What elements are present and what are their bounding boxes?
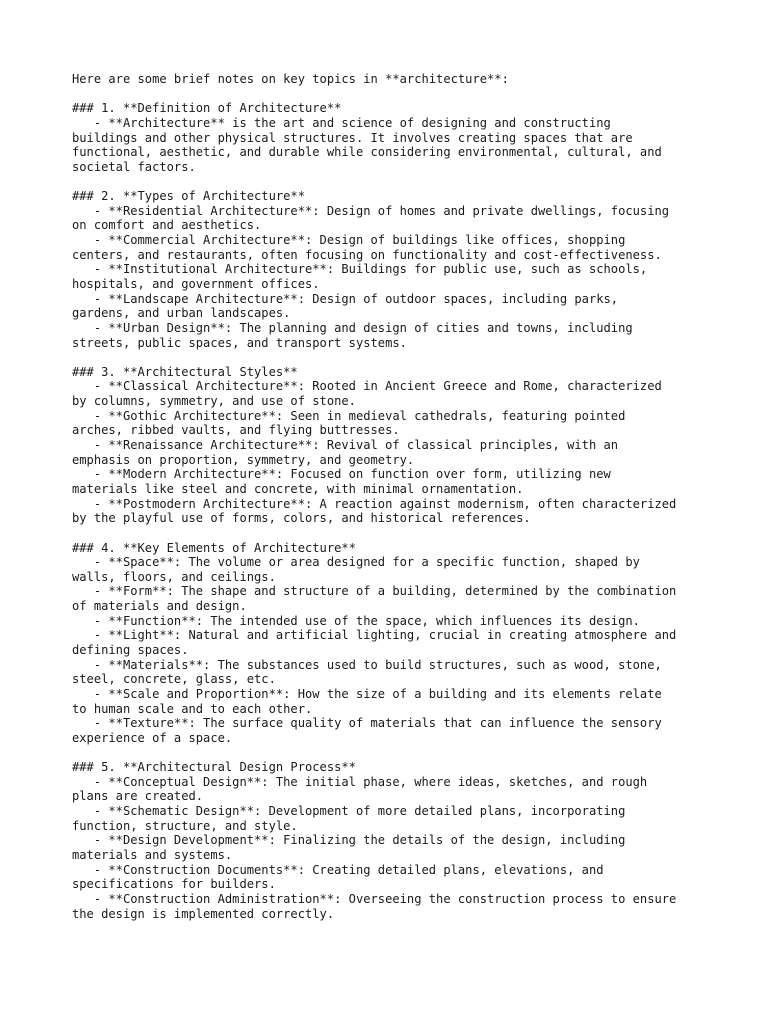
bullet-line: - **Design Development**: Finalizing the details of the design, including <box>72 833 626 848</box>
bullet-line: - **Construction Administration**: Overseeing the construction process to ensure <box>72 891 677 906</box>
text-line: defining spaces. <box>72 642 189 657</box>
bullet-line: - **Commercial Architecture**: Design of buildings like offices, shopping <box>72 233 626 248</box>
text-line: arches, ribbed vaults, and flying buttresses. <box>72 423 400 438</box>
bullet-line: - **Classical Architecture**: Rooted in Ancient Greece and Rome, characterized <box>72 379 662 394</box>
text-line: hospitals, and government offices. <box>72 276 320 291</box>
bullet-line: - **Texture**: The surface quality of materials that can influence the sensory <box>72 716 662 731</box>
bullet-line: - **Renaissance Architecture**: Revival of classical principles, with an <box>72 438 619 453</box>
bullet-line: - **Function**: The intended use of the space, which influences its design. <box>72 613 640 628</box>
text-line: functional, aesthetic, and durable while considering environmental, cultural, and <box>72 145 662 160</box>
text-line: Here are some brief notes on key topics in **architecture**: <box>72 72 509 86</box>
blank-line <box>72 87 732 102</box>
bullet-line: - **Construction Documents**: Creating detailed plans, elevations, and <box>72 862 604 877</box>
bullet-line: - **Modern Architecture**: Focused on function over form, utilizing new <box>72 467 611 482</box>
bullet-line: - **Urban Design**: The planning and design of cities and towns, including <box>72 320 633 335</box>
text-line: streets, public spaces, and transport systems. <box>72 335 407 350</box>
bullet-line: - **Light**: Natural and artificial lighting, crucial in creating atmosphere and <box>72 628 677 643</box>
text-line: specifications for builders. <box>72 877 276 892</box>
text-line: walls, floors, and ceilings. <box>72 569 276 584</box>
bullet-line: - **Schematic Design**: Development of more detailed plans, incorporating <box>72 804 626 819</box>
bullet-line: - **Architecture** is the art and science of designing and constructing <box>72 115 611 130</box>
bullet-line: - **Conceptual Design**: The initial phase, where ideas, sketches, and rough <box>72 774 648 789</box>
bullet-line: - **Scale and Proportion**: How the size of a building and its elements relate <box>72 686 662 701</box>
blank-line <box>72 526 732 541</box>
bullet-line: - **Institutional Architecture**: Buildings for public use, such as schools, <box>72 262 648 277</box>
text-line: function, structure, and style. <box>72 818 298 833</box>
document-page <box>72 72 732 921</box>
text-line: gardens, and urban landscapes. <box>72 306 291 321</box>
blank-line <box>72 350 732 365</box>
blank-line <box>72 174 732 189</box>
text-line: the design is implemented correctly. <box>72 906 335 921</box>
text-line: on comfort and aesthetics. <box>72 218 262 233</box>
text-line: materials and systems. <box>72 847 233 862</box>
text-line: societal factors. <box>72 159 196 174</box>
bullet-line: - **Gothic Architecture**: Seen in medieval cathedrals, featuring pointed <box>72 408 626 423</box>
section-heading: ### 4. **Key Elements of Architecture** <box>72 540 356 555</box>
text-line: of materials and design. <box>72 599 247 614</box>
text-line: materials like steel and concrete, with minimal ornamentation. <box>72 481 524 496</box>
text-line: by the playful use of forms, colors, and historical references. <box>72 511 531 526</box>
section-heading: ### 1. **Definition of Architecture** <box>72 101 342 116</box>
bullet-line: - **Landscape Architecture**: Design of outdoor spaces, including parks, <box>72 291 619 306</box>
text-line: buildings and other physical structures. It involves creating spaces that are <box>72 130 633 145</box>
text-line: experience of a space. <box>72 730 233 745</box>
bullet-line: - **Space**: The volume or area designed for a specific function, shaped by <box>72 555 640 570</box>
bullet-line: - **Residential Architecture**: Design of homes and private dwellings, focusing <box>72 203 670 218</box>
section-heading: ### 2. **Types of Architecture** <box>72 189 305 204</box>
bullet-line: - **Postmodern Architecture**: A reaction against modernism, often characterized <box>72 496 677 511</box>
section-heading: ### 3. **Architectural Styles** <box>72 364 298 379</box>
text-line: plans are created. <box>72 789 204 804</box>
text-line: to human scale and to each other. <box>72 701 313 716</box>
text-line: emphasis on proportion, symmetry, and geometry. <box>72 452 415 467</box>
text-line: by columns, symmetry, and use of stone. <box>72 394 356 409</box>
blank-line <box>72 745 732 760</box>
bullet-line: - **Form**: The shape and structure of a building, determined by the combination <box>72 584 677 599</box>
bullet-line: - **Materials**: The substances used to build structures, such as wood, stone, <box>72 657 662 672</box>
section-heading: ### 5. **Architectural Design Process** <box>72 760 356 775</box>
text-line: centers, and restaurants, often focusing on functionality and cost-effectiveness. <box>72 247 662 262</box>
text-line: steel, concrete, glass, etc. <box>72 672 276 687</box>
